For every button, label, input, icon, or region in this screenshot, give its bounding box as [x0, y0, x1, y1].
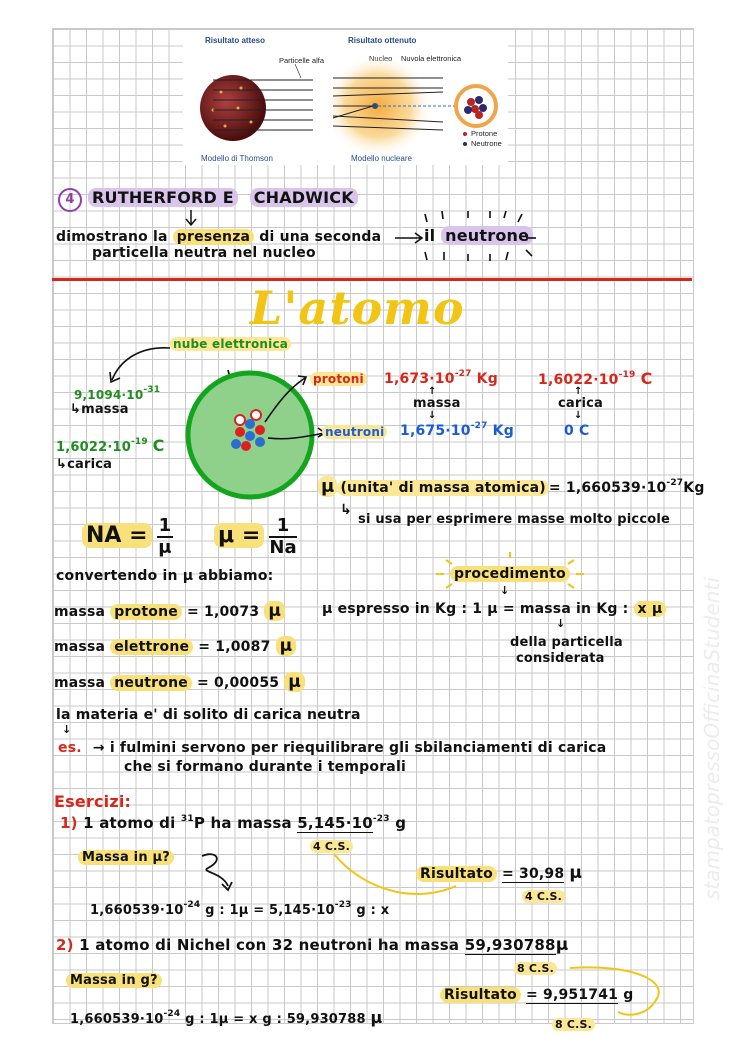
- amu-note: si usa per esprimere masse molto piccole: [358, 512, 671, 527]
- proton-mass: [384, 369, 498, 387]
- amu-note-arrow: ↳: [340, 502, 352, 518]
- electron-charge-value: 1,6022·10: [56, 440, 131, 455]
- ex1-question-wrap: [78, 850, 174, 865]
- mu-fraction: [269, 516, 296, 558]
- electron-charge-exp: -19: [131, 437, 148, 447]
- neutrone-prefix: il: [424, 226, 436, 245]
- arrow-down-icon-2: ↓: [428, 410, 437, 421]
- conversion-row-proton: [54, 601, 285, 621]
- neutron-mass-unit: Kg: [492, 423, 514, 439]
- charge-word: carica: [558, 396, 604, 411]
- row-pre: massa: [54, 675, 106, 691]
- proton-mass-exp: -27: [454, 369, 472, 379]
- ex1-eq-b: g : 1μ = 5,145·10: [205, 903, 335, 918]
- example-label: es.: [58, 740, 82, 756]
- page-title: L'atomo: [250, 281, 465, 335]
- section-number: 4: [58, 188, 82, 212]
- example-line2: che si formano durante i temporali: [124, 759, 406, 775]
- emphasis-lines-icon: [410, 208, 540, 264]
- exercise-1-line: [60, 814, 406, 832]
- row-pre: massa: [54, 604, 106, 620]
- arrow-up-icon-2: ↑: [574, 386, 583, 397]
- ex2-eq-a: 1,660539·10: [70, 1012, 164, 1027]
- amu-value: = 1,660539·10: [548, 480, 667, 496]
- procedure-title: procedimento: [450, 566, 570, 582]
- ex1-result-cs: 4 C.S.: [522, 890, 565, 903]
- exercises-heading: Esercizi:: [54, 792, 132, 811]
- rutherford-figure: [183, 30, 508, 165]
- procedure-eq: μ espresso in Kg : 1 μ = massa in Kg :: [322, 601, 629, 617]
- cloud-label-wrap: [170, 337, 291, 351]
- section4-title-a: RUTHERFORD E: [88, 188, 238, 207]
- example-line1: es. → i fulmini servono per riequilibrare gli sbilanciamenti di carica: [58, 740, 607, 756]
- ex2-result-label: Risultato: [440, 987, 521, 1003]
- mu-lhs: μ =: [214, 523, 264, 548]
- exercise-2-unit: μ: [555, 935, 569, 955]
- exercise-2-line: [56, 935, 568, 955]
- section4-line1: [56, 229, 381, 245]
- conversion-intro: convertendo in μ abbiamo:: [56, 568, 274, 584]
- ex2-result-cs-wrap: [552, 1018, 595, 1031]
- figure-label-alpha: Particelle alfa: [279, 56, 325, 65]
- protons-label: protoni: [310, 372, 367, 386]
- rutherford-diagram: [183, 30, 508, 165]
- arrow-up-icon: ↑: [428, 386, 437, 397]
- exercise-2-number: 2): [56, 936, 74, 954]
- proton-mass-unit: Kg: [476, 371, 498, 387]
- ex1-eq-a: 1,660539·10: [90, 903, 184, 918]
- mass-word: massa: [413, 396, 461, 411]
- row-highlight: protone: [110, 604, 182, 620]
- ex2-eq-exp: -24: [163, 1009, 181, 1019]
- electron-charge-unit: C: [152, 436, 165, 455]
- procedure-equation: [322, 601, 666, 617]
- row-unit: μ: [264, 601, 285, 621]
- neutron-charge: 0 C: [564, 423, 590, 439]
- electron-mass-value: 9,1094·10: [74, 388, 144, 402]
- exercise-1-exp: -23: [372, 814, 390, 824]
- na-den: μ: [158, 537, 172, 558]
- arrow-down-icon-5: ↓: [556, 617, 566, 630]
- amu-unit: Kg: [683, 480, 705, 496]
- section4-line1-a: dimostrano la: [56, 229, 168, 245]
- exercise-1-unit: g: [395, 814, 407, 832]
- procedure-title-wrap: [450, 566, 570, 582]
- row-value: = 1,0087: [198, 639, 271, 655]
- curved-arrow-icon: [198, 850, 238, 896]
- ex2-question-wrap: [66, 973, 162, 988]
- procedure-x: x μ: [634, 601, 667, 617]
- neutron-mass-exp: -27: [470, 421, 488, 431]
- ex1-result: [416, 863, 582, 883]
- figure-label-nuclear: Modello nucleare: [351, 154, 412, 163]
- exercise-2-question: Massa in g?: [66, 973, 162, 988]
- legend-proton: Protone: [471, 129, 498, 138]
- matter-line: la materia e' di solito di carica neutra: [56, 707, 361, 723]
- exercise-1-text-a: 1 atomo di: [83, 814, 176, 832]
- atom-diagram: [100, 340, 340, 510]
- exercise-1-question: Massa in μ?: [78, 850, 174, 865]
- neutron-mass-value: 1,675·10: [400, 423, 471, 439]
- section4-presenza: presenza: [173, 229, 254, 245]
- proton-mass-value: 1,673·10: [384, 371, 455, 387]
- proton-charge-unit: C: [640, 369, 653, 388]
- figure-label-expected: Risultato atteso: [205, 36, 266, 45]
- conversion-row-neutron: [54, 672, 305, 692]
- example-text-1: i fulmini servono per riequilibrare gli sbilanciamenti di carica: [109, 740, 607, 756]
- proton-charge: [538, 369, 653, 388]
- exercise-1-isotope: P: [193, 814, 206, 832]
- watermark: stampatopressoOfficinaStudenti: [700, 577, 724, 900]
- neutrons-label: neutroni: [322, 425, 387, 439]
- row-unit: μ: [276, 636, 297, 656]
- arrow-down-icon-4: ↓: [500, 584, 510, 597]
- cloud-label: nube elettronica: [170, 337, 291, 351]
- electron-charge-label: ↳carica: [56, 457, 113, 472]
- figure-label-cloud: Nuvola elettronica: [401, 54, 462, 63]
- figure-label-obtained: Risultato ottenuto: [348, 36, 417, 45]
- ex2-result-unit: g: [623, 987, 634, 1003]
- na-num: 1: [158, 515, 172, 536]
- section4-heading: [58, 188, 358, 212]
- ex1-eq-exp: -24: [183, 900, 201, 910]
- ex2-result: [440, 987, 633, 1003]
- amu-symbol: μ: [318, 476, 337, 497]
- neutron-mass: [400, 421, 514, 439]
- ex1-result-value: = 30,98: [502, 866, 565, 882]
- ex2-eq-unit: μ: [370, 1008, 383, 1027]
- na-lhs: NA =: [82, 523, 152, 548]
- neutrone-word: neutrone: [441, 226, 533, 245]
- ex1-result-unit: μ: [569, 863, 583, 883]
- ex2-eq-b: g : 1μ = x g : 59,930788: [185, 1012, 366, 1027]
- electron-charge-word: carica: [67, 457, 113, 472]
- row-pre: massa: [54, 639, 106, 655]
- avogadro-formula: [82, 516, 173, 558]
- protons-label-wrap: [310, 372, 367, 386]
- exercise-1-number: 1): [60, 814, 78, 832]
- legend-neutron: Neutrone: [471, 139, 502, 148]
- exercise-1-cs: 4 C.S.: [310, 840, 353, 853]
- section4-title-b: CHADWICK: [250, 188, 358, 207]
- exercise-2-equation: [70, 1008, 383, 1027]
- amu-name: (unita' di massa atomica): [337, 480, 548, 496]
- arrow-down-icon: [184, 210, 198, 228]
- na-fraction: [157, 516, 174, 558]
- ex1-result-cs-wrap: [522, 890, 565, 903]
- conversion-row-electron: [54, 636, 296, 656]
- ex1-result-label: Risultato: [416, 866, 497, 882]
- mu-formula: [214, 516, 297, 558]
- electron-mass-label: ↳massa: [70, 402, 129, 417]
- section4-line2: particella neutra nel nucleo: [92, 245, 316, 261]
- exercise-1-value: 5,145·10: [297, 814, 373, 832]
- ex2-result-cs: 8 C.S.: [552, 1018, 595, 1031]
- mu-num: 1: [269, 516, 296, 538]
- electron-mass: [74, 385, 160, 402]
- amu-definition: [318, 476, 705, 497]
- ex1-eq-exp2: -23: [334, 900, 352, 910]
- proton-charge-exp: -19: [618, 370, 636, 380]
- neutrons-label-wrap: [322, 425, 387, 439]
- electron-mass-word: massa: [81, 402, 129, 417]
- row-value: = 0,00055: [197, 675, 280, 691]
- exercise-2-cs: 8 C.S.: [514, 962, 557, 975]
- ex2-result-value: = 9,951741: [526, 987, 619, 1003]
- row-highlight: elettrone: [110, 639, 193, 655]
- figure-label-thomson: Modello di Thomson: [201, 154, 273, 163]
- procedure-note-1: della particella: [510, 635, 623, 650]
- row-unit: μ: [284, 672, 305, 692]
- mu-den: Na: [269, 537, 297, 558]
- procedure-note-2: considerata: [516, 651, 605, 666]
- electron-mass-exp: -31: [143, 385, 161, 395]
- ex2-cs-wrap: [514, 962, 557, 975]
- arrow-down-icon-3: ↓: [574, 410, 583, 421]
- arrow-down-icon-6: ↓: [62, 723, 72, 736]
- exercise-2-text: 1 atomo di Nichel con 32 neutroni ha massa: [79, 936, 460, 954]
- exercise-1-isotope-sup: 31: [180, 814, 194, 824]
- row-value: = 1,0073: [187, 604, 260, 620]
- section4-line1-c: di una seconda: [259, 229, 382, 245]
- ex1-eq-c: g : x: [356, 903, 390, 918]
- exercise-2-value: 59,930788: [464, 936, 556, 954]
- proton-charge-value: 1,6022·10: [538, 372, 619, 388]
- electron-charge: [56, 436, 165, 455]
- exercise-1-text-b: ha massa: [210, 814, 292, 832]
- amu-exp: -27: [666, 478, 684, 488]
- row-highlight: neutrone: [110, 675, 192, 691]
